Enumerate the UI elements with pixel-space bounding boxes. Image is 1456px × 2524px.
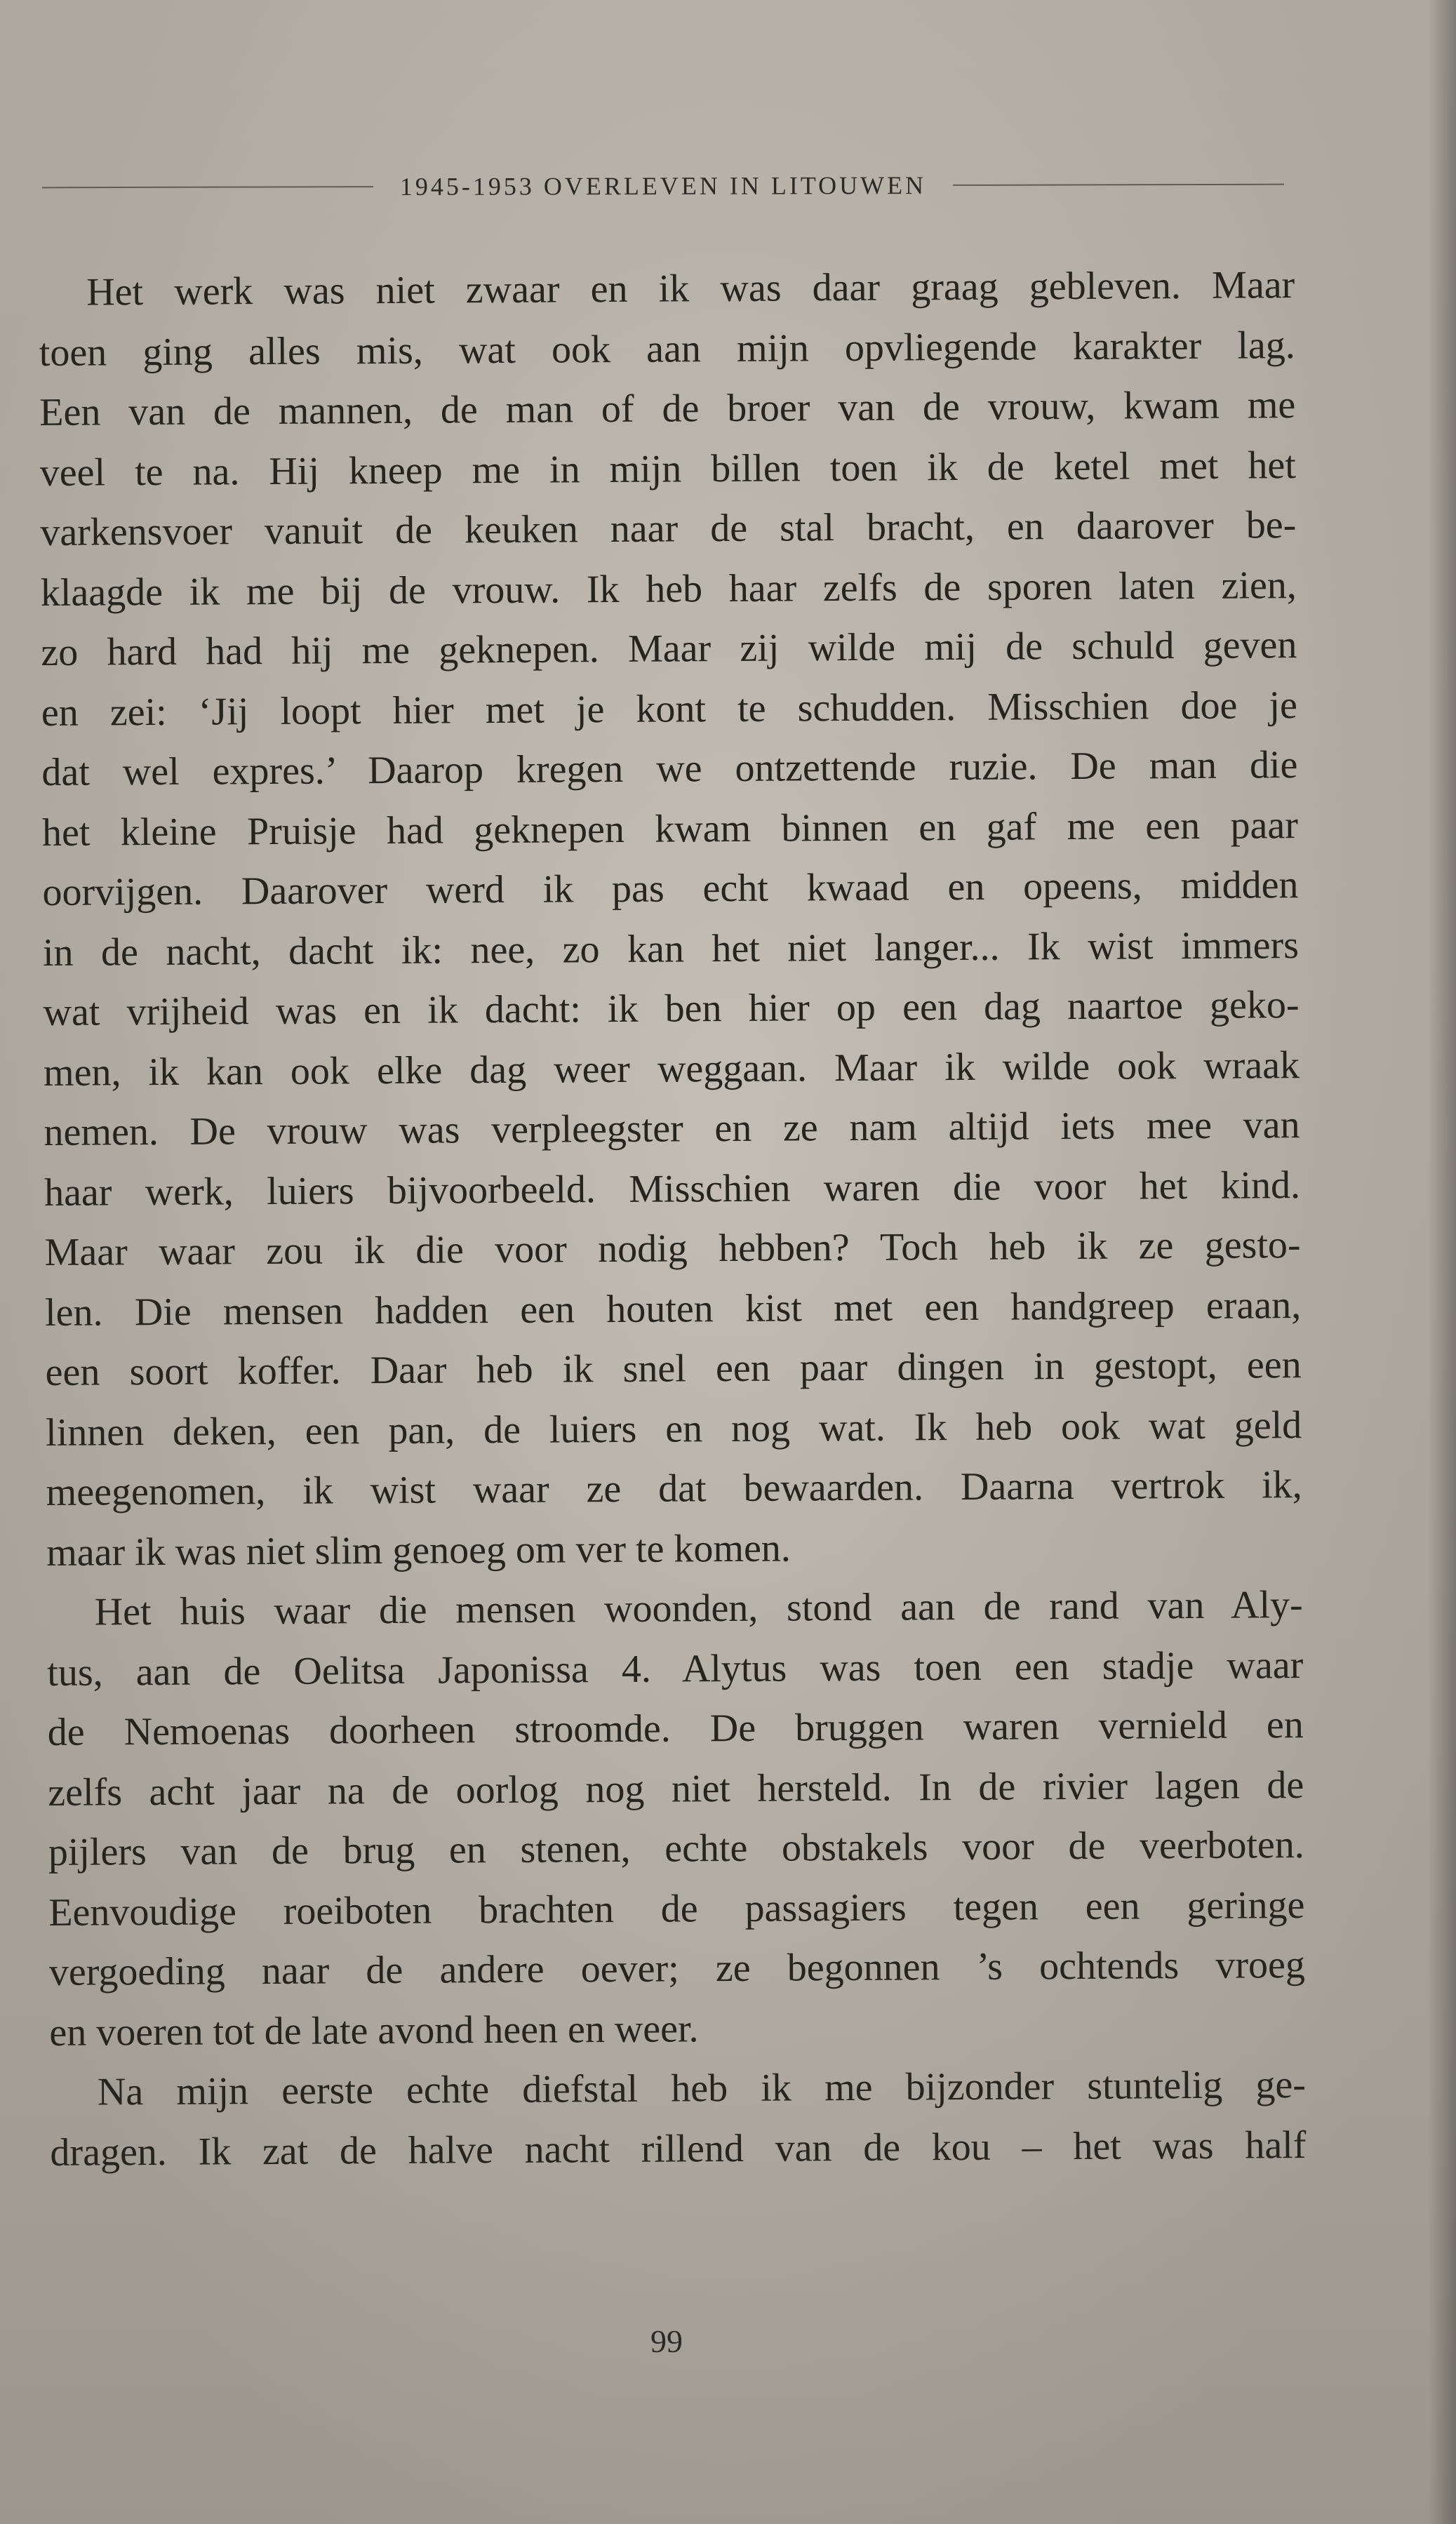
page-number: 99 bbox=[650, 2323, 683, 2359]
text-line: en zei: ‘Jij loopt hier met je kont te schudden. Misschien doe je bbox=[41, 683, 1298, 735]
text-line: Maar waar zou ik die voor nodig hebben? Toch heb ik ze gesto- bbox=[44, 1223, 1301, 1274]
text-line: veel te na. Hij kneep me in mijn billen toen ik de ketel met het bbox=[39, 443, 1296, 495]
body-text bbox=[39, 255, 1307, 2183]
paragraph-3 bbox=[50, 2055, 1307, 2183]
text-line: zelfs acht jaar na de oorlog nog niet hersteld. In de rivier lagen de bbox=[48, 1763, 1304, 1815]
running-head bbox=[42, 160, 1284, 213]
text-line: dragen. Ik zat de halve nacht rillend van de kou – het was half bbox=[50, 2123, 1307, 2175]
text-line: klaagde ik me bij de vrouw. Ik heb haar zelfs de sporen laten zien, bbox=[40, 563, 1297, 615]
text-line: men, ik kan ook elke dag weer weggaan. Maar ik wilde ook wraak bbox=[43, 1043, 1300, 1095]
text-line: het kleine Pruisje had geknepen kwam binnen en gaf me een paar bbox=[41, 803, 1299, 855]
running-head-rule-right bbox=[953, 184, 1284, 186]
text-line: meegenomen, ik wist waar ze dat bewaarden. Daarna vertrok ik, bbox=[46, 1463, 1302, 1514]
text-line: toen ging alles mis, wat ook aan mijn opvliegende karakter lag. bbox=[39, 323, 1295, 375]
text-line: Eenvoudige roeiboten brachten de passagiers tegen een geringe bbox=[48, 1883, 1305, 1935]
text-line: linnen deken, een pan, de luiers en nog wat. Ik heb ook wat geld bbox=[45, 1403, 1302, 1455]
text-line: Het huis waar die mensen woonden, stond aan de rand van Aly- bbox=[94, 1583, 1303, 1634]
paragraph-2 bbox=[46, 1575, 1305, 2063]
text-line: pijlers van de brug en stenen, echte obstakels voor de veerboten. bbox=[48, 1823, 1304, 1874]
text-line: nemen. De vrouw was verpleegster en ze nam altijd iets mee van bbox=[44, 1103, 1300, 1154]
running-head-title: 1945-1953 OVERLEVEN IN LITOUWEN bbox=[399, 171, 927, 201]
text-line: wat vrijheid was en ik dacht: ik ben hier op een dag naartoe geko- bbox=[43, 983, 1300, 1034]
text-line: varkensvoer vanuit de keuken naar de stal bracht, en daarover be- bbox=[40, 503, 1297, 554]
text-line: oorvijgen. Daarover werd ik pas echt kwaad en opeens, midden bbox=[42, 863, 1299, 914]
text-line: dat wel expres.’ Daarop kregen we ontzettende ruzie. De man die bbox=[41, 743, 1298, 794]
paragraph-1 bbox=[39, 255, 1302, 1583]
text-line: len. Die mensen hadden een houten kist met een handgreep eraan, bbox=[44, 1283, 1302, 1335]
text-line: Het werk was niet zwaar en ik was daar graag gebleven. Maar bbox=[86, 263, 1295, 314]
text-line: de Nemoenas doorheen stroomde. De bruggen waren vernield en bbox=[47, 1703, 1304, 1754]
text-line: zo hard had hij me geknepen. Maar zij wilde mij de schuld geven bbox=[41, 623, 1297, 674]
text-line: in de nacht, dacht ik: nee, zo kan het niet langer... Ik wist immers bbox=[42, 923, 1300, 975]
text-line: en voeren tot de late avond heen en weer. bbox=[49, 2006, 699, 2055]
text-line: tus, aan de Oelitsa Japonissa 4. Alytus was toen een stadje waar bbox=[47, 1643, 1304, 1695]
text-line: Na mijn eerste echte diefstal heb ik me bijzonder stuntelig ge- bbox=[97, 2063, 1307, 2114]
text-line: Een van de mannen, de man of de broer van de vrouw, kwam me bbox=[39, 383, 1296, 434]
text-line: een soort koffer. Daar heb ik snel een paar dingen in gestopt, een bbox=[45, 1343, 1302, 1394]
text-line: haar werk, luiers bijvoorbeeld. Misschien waren die voor het kind. bbox=[44, 1163, 1301, 1215]
text-line: maar ik was niet slim genoeg om ver te komen. bbox=[46, 1525, 792, 1575]
text-line: vergoeding naar de andere oever; ze begonnen ’s ochtends vroeg bbox=[48, 1943, 1306, 1994]
running-head-rule-left bbox=[42, 186, 373, 188]
